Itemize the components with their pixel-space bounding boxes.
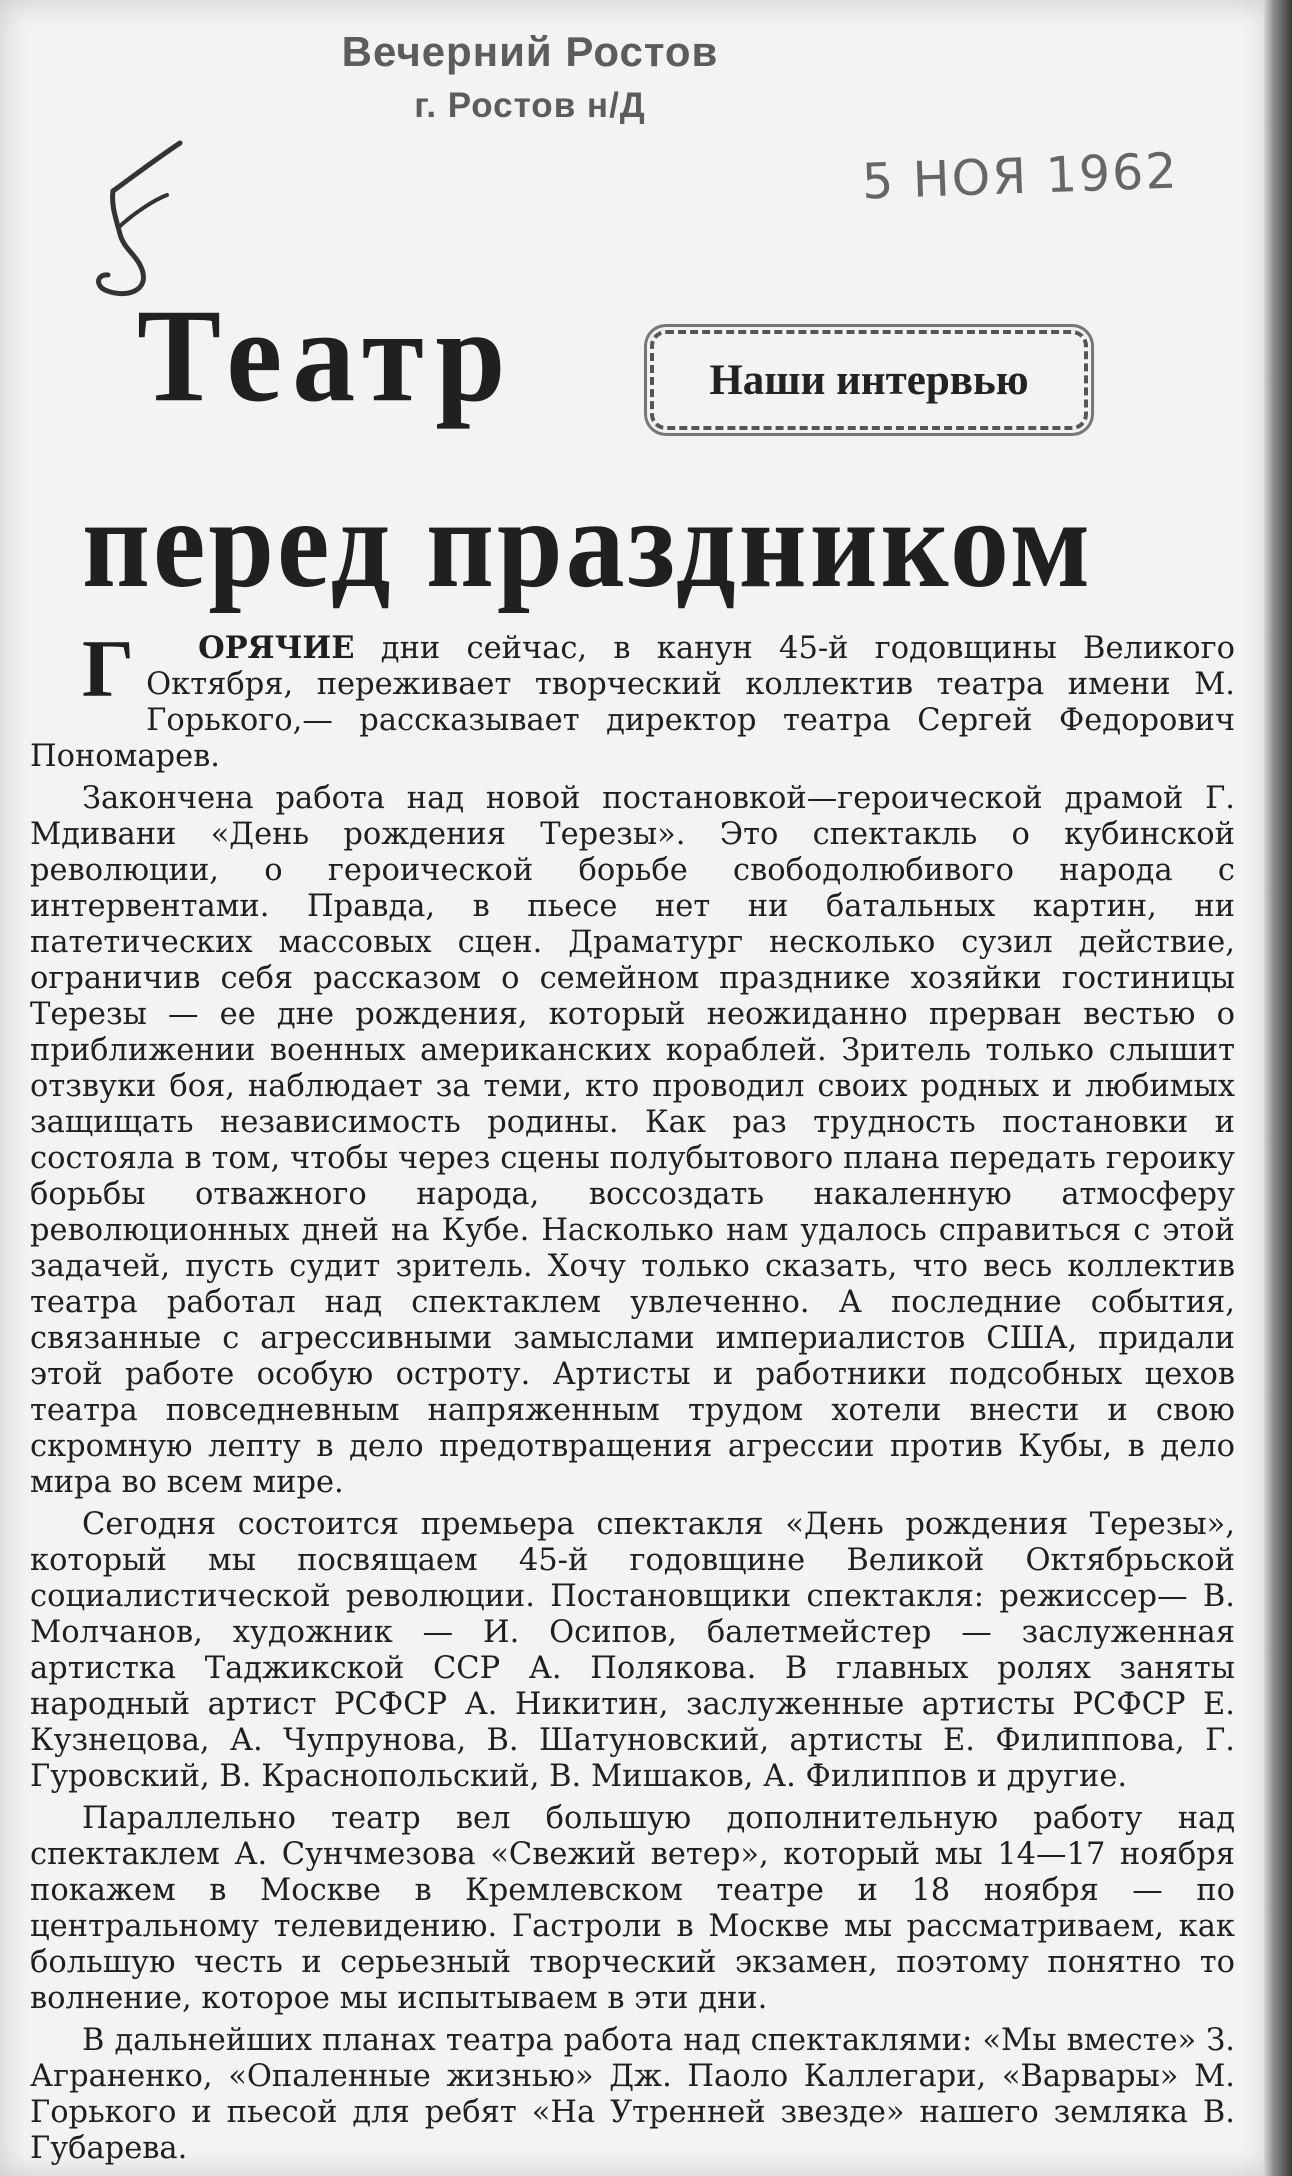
newspaper-name: Вечерний Ростов bbox=[341, 28, 719, 75]
article-body bbox=[30, 623, 1235, 2173]
article-paragraph: Закончена работа над новой постановкой—героической драмой Г. Мдивани «День рождения Терезы». Это спектакль о кубинской революции, о героической борьбе свободолюбивого народа с интервентами. Правда, в пьесе нет ни батальных картин, ни патетических массовых сцен. Драматург несколько сузил действие, ограничив себя рассказом о семейном празднике хозяйки гостиницы Терезы — ее дне рождения, который неожиданно прерван вестью о приближении военных американских кораблей. Зритель только слышит отзвуки боя, наблюдает за теми, кто проводил своих родных и любимых защищать независимость родины. Как раз трудность постановки и состояла в том, чтобы через сцены полубытового плана передать героику борьбы отважного народа, воссоздать накаленную атмосферу революционных дней на Кубе. Насколько нам удалось справиться с этой задачей, пусть судит зритель. Хочу только сказать, что весь коллектив театра работал над спектаклем увлеченно. А последние события, связанные с агрессивными замыслами империалистов США, придали этой работе особую остроту. Артисты и работники подсобных цехов театра повседневным напряженным трудом хотели внести и свою скромную лепту в дело предотвращения агрессии против Кубы, в дело мира во всем мире. bbox=[30, 781, 1235, 1500]
date-stamp: 5 НОЯ 1962 bbox=[861, 142, 1180, 211]
article-paragraph: Параллельно театр вел большую дополнительную работу над спектаклем А. Сунчмезова «Свежий ветер», который мы 14—17 ноября покажем в Москве в Кремлевском театре и 18 ноября — по центральному телевидению. Гастроли в Москве мы рассматриваем, как большую честь и серьезный творческий экзамен, поэтому понятно то волнение, которое мы испытываем в эти дни. bbox=[30, 1801, 1235, 2016]
headline-line-2: перед праздником bbox=[82, 472, 1094, 614]
headline-line-1: Театр bbox=[137, 282, 516, 430]
clipping-edge-shadow bbox=[1264, 0, 1292, 2176]
article-paragraph: В дальнейших планах театра работа над спектаклями: «Мы вместе» З. Аграненко, «Опаленные жизнью» Дж. Паоло Каллегари, «Варвары» М. Горького и пьесой для ребят «На Утренней звезде» нашего земляка В. Губарева. bbox=[30, 2023, 1235, 2166]
lead-start: ОРЯЧИЕ bbox=[198, 630, 355, 666]
dropcap: Г bbox=[82, 623, 135, 714]
lead-text: дни сейчас, в канун 45-й годовщины Великого Октября, переживает творческий коллектив театра имени М. Горького,— рассказывает директор театра Сергей Федорович Пономарев. bbox=[30, 631, 1235, 774]
handwritten-mark bbox=[55, 125, 185, 305]
article-paragraph: Сегодня состоится премьера спектакля «День рождения Терезы», который мы посвящаем 45-й годовщине Великой Октябрьской социалистической революции. Постановщики спектакля: режиссер— В. Молчанов, художник — И. Осипов, балетмейстер — заслуженная артистка Таджикской ССР А. Полякова. В главных ролях заняты народный артист РСФСР А. Никитин, заслуженные артисты РСФСР Е. Кузнецова, А. Чупрунова, В. Шатуновский, артисты Е. Филиппова, Г. Гуровский, В. Краснопольский, В. Мишаков, А. Филиппов и другие. bbox=[30, 1507, 1235, 1794]
lead-paragraph bbox=[30, 623, 1235, 775]
newspaper-name-stamp bbox=[300, 28, 760, 126]
rubric-label: Наши интервью bbox=[650, 330, 1088, 430]
newspaper-city: г. Ростов н/Д bbox=[414, 86, 646, 125]
